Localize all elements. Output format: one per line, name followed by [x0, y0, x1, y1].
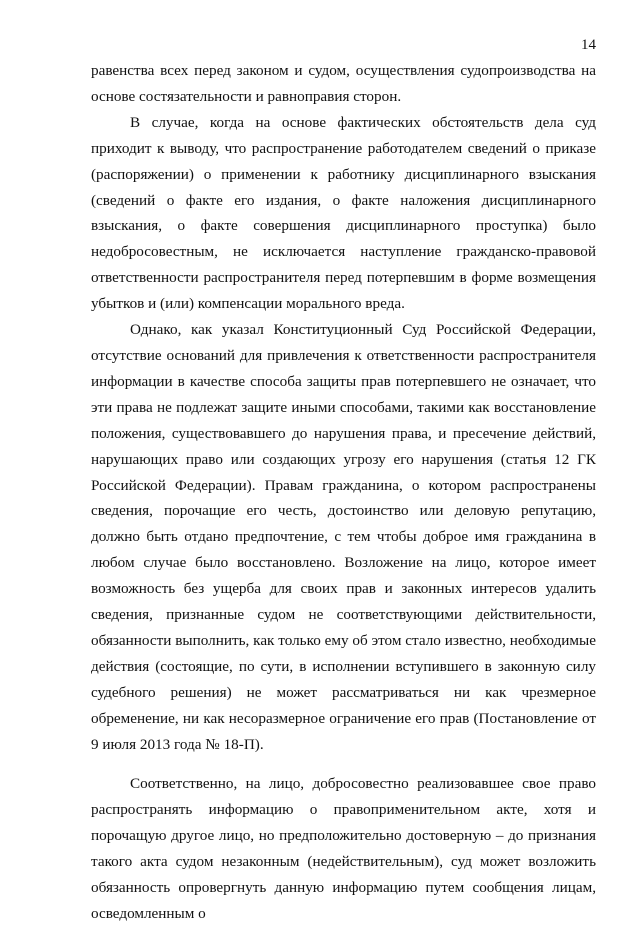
- page-number: 14: [581, 37, 596, 53]
- paragraph-accordingly: Соответственно, на лицо, добросовестно реализовавшее свое право распространять информацию о правоприменительном акте, хотя и порочащую другое лицо, но предположительно достоверную – до признания такого акта судом незаконным (недействительным), суд может возложить обязанность опровергнуть данную информацию путем сообщения лицам, осведомленным о: [91, 775, 596, 922]
- paragraph-employer-disclosure: В случае, когда на основе фактических обстоятельств дела суд приходит к выводу, что распространение работодателем сведений о приказе (распоряжении) о применении к работнику дисциплинарного взыскания (сведений о факте его издания, о факте наложения дисциплинарного взыскания, о факте совершения дисциплинарного проступка) было недобросовестным, не исключается наступление гражданско-правовой ответственности распространителя перед потерпевшим в форме возмещения убытков и (или) компенсации морального вреда.: [91, 113, 596, 313]
- document-body: [91, 58, 596, 927]
- paragraph-continuation: равенства всех перед законом и судом, осуществления судопроизводства на основе состязательности и равноправия сторон.: [91, 62, 596, 105]
- paragraph-constitutional-court: Однако, как указал Конституционный Суд Российской Федерации, отсутствие оснований для привлечения к ответственности распространителя информации в качестве способа защиты прав потерпевшего не означает, что эти права не подлежат защите иными способами, такими как восстановление положения, существовавшего до нарушения права, и пресечение действий, нарушающих право или создающих угрозу его нарушения (статья 12 ГК Российской Федерации). Правам гражданина, о котором распространены сведения, порочащие его честь, достоинство или деловую репутацию, должно быть отдано предпочтение, с тем чтобы доброе имя гражданина в любом случае было восстановлено. Возложение на лицо, которое имеет возможность без ущерба для своих прав и законных интересов удалить сведения, признанные судом не соответствующими действительности, обязанности выполнить, как только ему об этом стало известно, необходимые действия (состоящие, по сути, в исполнении вступившего в законную силу судебного решения) не может рассматриваться ни как чрезмерное обременение, ни как несоразмерное ограничение его прав (Постановление от 9 июля 2013 года № 18-П).: [91, 321, 596, 753]
